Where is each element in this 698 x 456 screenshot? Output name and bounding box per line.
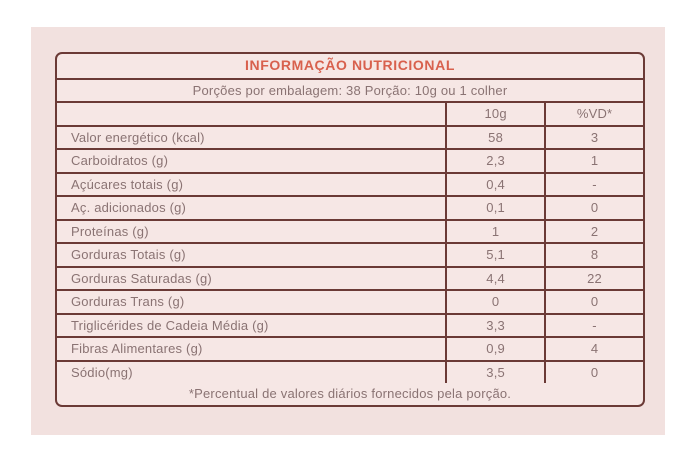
nutrient-label: Proteínas (g) [57,220,446,244]
nutrient-label: Fibras Alimentares (g) [57,337,446,361]
dv-value: 22 [545,267,643,291]
amount-value: 3,5 [446,361,545,384]
nutrient-label: Sódio(mg) [57,361,446,384]
dv-value: 4 [545,337,643,361]
amount-value: 5,1 [446,243,545,267]
nutrient-label: Valor energético (kcal) [57,126,446,150]
nutrition-table-body [57,54,643,383]
amount-value: 0,4 [446,173,545,197]
nutrient-label: Triglicérides de Cadeia Média (g) [57,314,446,338]
nutrient-row [57,173,643,197]
dv-value: 0 [545,196,643,220]
nutrient-label: Gorduras Trans (g) [57,290,446,314]
nutrient-row [57,290,643,314]
nutrient-row [57,196,643,220]
amount-value: 3,3 [446,314,545,338]
serving-info-row [57,79,643,103]
dv-value: - [545,314,643,338]
amount-value: 58 [446,126,545,150]
amount-value: 0,1 [446,196,545,220]
nutrient-row [57,243,643,267]
dv-value: 8 [545,243,643,267]
nutrition-table [57,54,643,405]
footnote: *Percentual de valores diários fornecidos pela porção. [188,386,512,401]
nutrient-label: Gorduras Saturadas (g) [57,267,446,291]
amount-value: 0 [446,290,545,314]
nutrient-label: Aç. adicionados (g) [57,196,446,220]
nutrient-label: Gorduras Totais (g) [57,243,446,267]
dv-value: 0 [545,290,643,314]
nutrient-row [57,149,643,173]
nutrient-label: Carboidratos (g) [57,149,446,173]
column-header-row [57,102,643,126]
nutrient-row [57,267,643,291]
amount-value: 0,9 [446,337,545,361]
footer-body [57,383,643,405]
dv-value: 1 [545,149,643,173]
dv-value: 3 [545,126,643,150]
nutrient-row [57,361,643,384]
amount-value: 1 [446,220,545,244]
table-title: INFORMAÇÃO NUTRICIONAL [245,57,455,73]
footnote-row [57,383,643,405]
nutrient-row [57,314,643,338]
amount-value: 2,3 [446,149,545,173]
nutrient-row [57,337,643,361]
nutrient-label: Açúcares totais (g) [57,173,446,197]
dv-value: - [545,173,643,197]
column-header-empty [57,102,446,126]
nutrition-table-frame [55,52,645,407]
column-header-dv: %VD* [545,102,643,126]
nutrient-row [57,126,643,150]
title-row [57,54,643,79]
nutrient-row [57,220,643,244]
column-header-amount: 10g [446,102,545,126]
serving-info: Porções por embalagem: 38 Porção: 10g ou 1 colher [57,79,643,103]
dv-value: 2 [545,220,643,244]
amount-value: 4,4 [446,267,545,291]
dv-value: 0 [545,361,643,384]
nutrition-label-panel [31,27,665,435]
